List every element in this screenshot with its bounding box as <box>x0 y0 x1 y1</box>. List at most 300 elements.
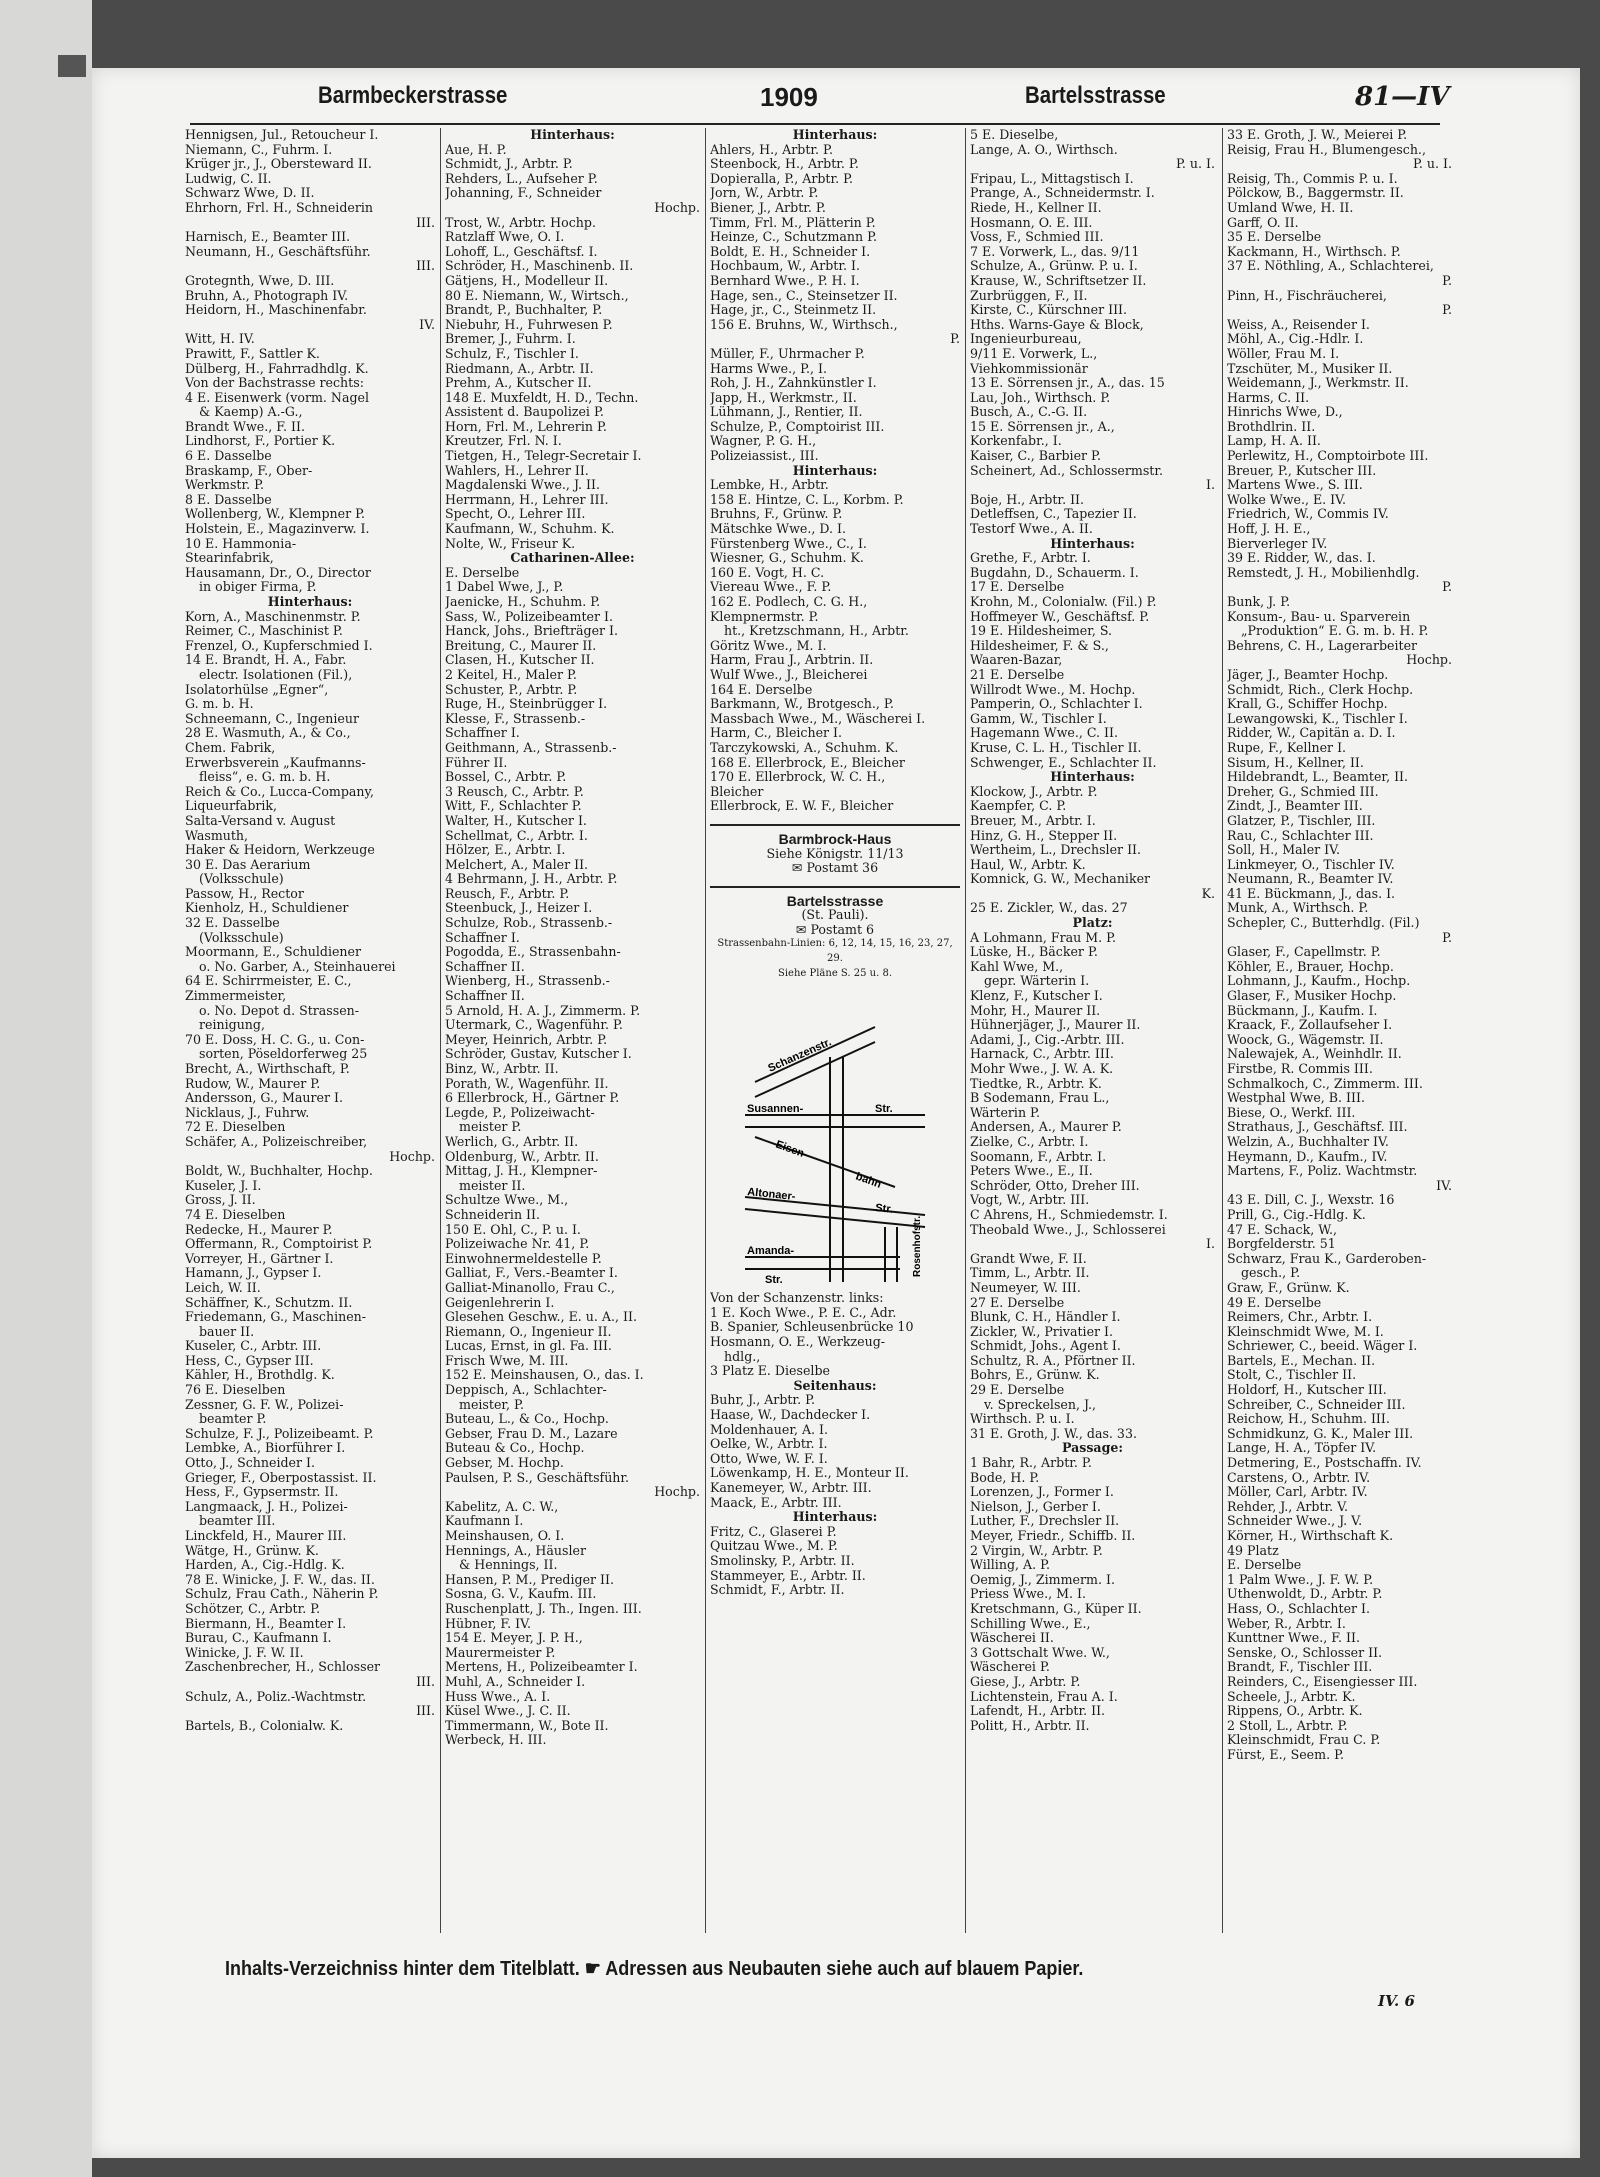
directory-entry: Hinterhaus: <box>530 128 615 142</box>
directory-entry: Assistent d. Baupolizei P. <box>445 405 604 420</box>
bartels-notice <box>710 886 960 982</box>
directory-entry: Hinrichs Wwe, D., <box>1227 405 1343 420</box>
directory-entry: Klesse, F., Strassenb.- <box>445 711 586 726</box>
directory-entry: Hochp. <box>1406 653 1452 668</box>
directory-entry: 31 E. Groth, J. W., das. 33. <box>970 1426 1137 1441</box>
directory-entry: Witt, H. IV. <box>185 332 255 347</box>
directory-entry: Adami, J., Cig.-Arbtr. III. <box>970 1032 1125 1047</box>
directory-entry: Reinders, C., Eisengiesser III. <box>1227 1674 1418 1689</box>
directory-entry: Lohmann, J., Kaufm., Hochp. <box>1227 974 1411 989</box>
directory-entry: Niemann, C., Fuhrm. I. <box>185 142 333 157</box>
directory-entry: Schmalkoch, C., Zimmerm. III. <box>1227 1076 1423 1091</box>
directory-entry: Hage, sen., C., Steinsetzer II. <box>710 288 898 303</box>
directory-entry: Schaffner I. <box>445 930 520 945</box>
directory-entry: 10 E. Hammonia- <box>185 536 297 551</box>
directory-entry: Weiss, A., Reisender I. <box>1227 317 1370 332</box>
directory-entry: Hths. Warns-Gaye & Block, <box>970 317 1144 332</box>
directory-entry: Paulsen, P. S., Geschäftsführ. <box>445 1470 630 1485</box>
directory-entry: Japp, H., Werkmstr., II. <box>710 390 857 405</box>
directory-entry: Schäffner, K., Schutzm. II. <box>185 1295 353 1310</box>
directory-entry: Andersen, A., Maurer P. <box>970 1120 1122 1135</box>
directory-entry: Bartels, E., Mechan. II. <box>1227 1353 1376 1368</box>
directory-entry: Stolt, C., Tischler II. <box>1227 1368 1357 1383</box>
directory-entry: Frenzel, O., Kupferschmied I. <box>185 638 373 653</box>
directory-entry: Hinterhaus: <box>792 128 878 142</box>
directory-entry: Neumann, R., Beamter IV. <box>1227 872 1394 887</box>
directory-entry: Pamperin, O., Schlachter I. <box>970 697 1143 712</box>
directory-entry: Schulze, A., Grünw. P. u. I. <box>970 259 1138 274</box>
directory-entry: Zindt, J., Beamter III. <box>1227 799 1363 814</box>
directory-entry: Einwohnermeldestelle P. <box>445 1251 602 1266</box>
directory-entry: 162 E. Podlech, C. G. H., <box>710 595 868 609</box>
directory-entry: Lafendt, H., Arbtr. II. <box>970 1704 1106 1719</box>
scan-margin <box>0 0 92 2177</box>
directory-entry: Hosmann, O. E., Werkzeug- <box>710 1335 886 1350</box>
map-label: Str. <box>765 1274 783 1287</box>
directory-entry: Hausamann, Dr., O., Director <box>185 565 371 580</box>
directory-entry: Hildesheimer, F. & S., <box>970 638 1109 653</box>
directory-entry: Lange, A. O., Wirthsch. <box>970 142 1118 157</box>
directory-entry: Harden, A., Cig.-Hdlg. K. <box>185 1558 345 1573</box>
directory-entry: Wienberg, H., Strassenb.- <box>445 974 610 989</box>
directory-entry: Munk, A., Wirthsch. P. <box>1227 901 1369 916</box>
column-5 <box>1222 128 1452 1933</box>
directory-entry: Bode, H. P. <box>970 1470 1040 1485</box>
directory-entry: Ahlers, H., Arbtr. P. <box>710 142 833 157</box>
street-map <box>725 987 945 1287</box>
directory-entry: Weber, R., Arbtr. I. <box>1227 1616 1346 1631</box>
directory-entry: 4 E. Eisenwerk (vorm. Nagel <box>185 390 369 405</box>
directory-entry: 2 Keitel, H., Maler P. <box>445 667 577 682</box>
barmbrock-post: ✉ Postamt 36 <box>791 860 879 876</box>
directory-entry: Schmidt, Johs., Agent I. <box>970 1339 1121 1354</box>
directory-entry: Zickler, W., Privatier I. <box>970 1324 1114 1339</box>
directory-entry: 152 E. Meinshausen, O., das. I. <box>445 1368 644 1383</box>
directory-entry: Senske, O., Schlosser II. <box>1227 1645 1383 1660</box>
directory-entry: Schäfer, A., Polizeischreiber, <box>185 1134 368 1149</box>
directory-entry: Breuer, M., Arbtr. I. <box>970 813 1096 828</box>
directory-entry: Offermann, R., Comptoirist P. <box>185 1237 373 1252</box>
directory-entry: Johanning, F., Schneider <box>445 186 602 201</box>
directory-entry: Schaffner I. <box>445 726 520 741</box>
directory-entry: Hess, C., Gypser III. <box>185 1353 314 1368</box>
directory-entry: Kuseler, C., Arbtr. III. <box>185 1339 322 1354</box>
directory-entry: Riemann, O., Ingenieur II. <box>445 1324 612 1339</box>
directory-entry: Moldenhauer, A. I. <box>710 1422 829 1437</box>
map-label: Str. <box>875 1103 893 1116</box>
directory-entry: Kackmann, H., Wirthsch. P. <box>1227 244 1401 259</box>
directory-entry: Breuer, P., Kutscher III. <box>1227 463 1377 478</box>
header-street-right: Bartelsstrasse <box>1025 82 1166 109</box>
column-1 <box>185 128 435 1933</box>
directory-entry: 154 E. Meyer, J. P. H., <box>445 1631 583 1646</box>
directory-entry: I. <box>1206 478 1215 493</box>
directory-entry: 1 Dabel Wwe, J., P. <box>445 580 564 595</box>
directory-entry: 27 E. Derselbe <box>970 1295 1065 1310</box>
directory-entry: Bartels, B., Colonialw. K. <box>185 1718 344 1733</box>
directory-entry: Hinterhaus: <box>1050 770 1135 785</box>
directory-entry: Brandt, P., Buchhalter, P. <box>445 303 603 318</box>
directory-entry: Kaempfer, C. P. <box>970 799 1067 814</box>
directory-entry: 5 E. Dieselbe, <box>970 128 1059 142</box>
directory-entry: Schuster, P., Arbtr. P. <box>445 682 578 697</box>
directory-entry: Kaufmann I. <box>445 1514 524 1529</box>
directory-entry: Glaser, F., Capellmstr. P. <box>1227 945 1381 960</box>
directory-entry: 170 E. Ellerbrock, W. C. H., <box>710 770 886 785</box>
directory-entry: Mohr Wwe., J. W. A. K. <box>970 1062 1114 1076</box>
directory-entry: fleiss“, e. G. m. b. H. <box>199 770 331 785</box>
directory-entry: Harnack, C., Arbtr. III. <box>970 1047 1114 1062</box>
directory-entry: Linkmeyer, O., Tischler IV. <box>1227 857 1395 872</box>
directory-entry: Fripau, L., Mittagstisch I. <box>970 171 1134 186</box>
directory-entry: Massbach Wwe., M., Wäscherei I. <box>710 711 926 726</box>
directory-entry: 3 Gottschalt Wwe. W., <box>970 1645 1110 1660</box>
directory-entry: Dopieralla, P., Arbtr. P. <box>710 171 854 186</box>
directory-entry: Deppisch, A., Schlachter- <box>445 1383 607 1398</box>
directory-entry: 28 E. Wasmuth, A., & Co., <box>185 726 351 741</box>
directory-entry: 17 E. Derselbe <box>970 580 1065 595</box>
directory-entry: Wasmuth, <box>185 828 249 843</box>
directory-entry: Prill, G., Cig.-Hdlg. K. <box>1227 1207 1366 1222</box>
directory-entry: 32 E. Dasselbe <box>185 916 280 931</box>
directory-entry: Liqueurfabrik, <box>185 799 278 814</box>
directory-entry: Bernhard Wwe., P. H. I. <box>710 273 860 288</box>
directory-entry: beamter III. <box>199 1514 276 1529</box>
directory-entry: Wöller, Frau M. I. <box>1227 346 1340 361</box>
directory-entry: Tzschüter, M., Musiker II. <box>1227 361 1393 376</box>
directory-entry: Catharinen-Allee: <box>510 551 635 566</box>
directory-entry: Rehders, L., Aufseher P. <box>445 171 598 186</box>
directory-entry: gepr. Wärterin I. <box>984 974 1090 989</box>
directory-entry: Brandt Wwe., F. II. <box>185 419 305 434</box>
column-4 <box>965 128 1215 1933</box>
directory-entry: Willrodt Wwe., M. Hochp. <box>970 682 1136 697</box>
directory-entry: Lembke, A., Biorführer I. <box>185 1441 346 1456</box>
directory-entry: Prehm, A., Kutscher II. <box>445 376 592 391</box>
directory-entry: Wärterin P. <box>970 1105 1040 1120</box>
directory-entry: Harms Wwe., P., I. <box>710 361 828 376</box>
directory-entry: Kruse, C. L. H., Tischler II. <box>970 740 1142 755</box>
directory-entry: Mittag, J. H., Klempner- <box>445 1164 598 1179</box>
directory-entry: Hoff, J. H. E., <box>1227 522 1311 537</box>
directory-entry: meister P. <box>459 1120 522 1135</box>
directory-entry: Brandt, F., Tischler III. <box>1227 1660 1373 1675</box>
header-rule <box>190 123 1440 125</box>
directory-entry: Hochp. <box>654 1485 700 1500</box>
directory-entry: Müller, F., Uhrmacher P. <box>710 346 865 361</box>
directory-entry: Schröder, Gustav, Kutscher I. <box>445 1047 632 1062</box>
directory-entry: Westphal Wwe, B. III. <box>1227 1091 1365 1106</box>
directory-entry: Klockow, J., Arbtr. P. <box>970 784 1098 799</box>
directory-entry: Remstedt, J. H., Mobilienhdlg. <box>1227 565 1420 580</box>
directory-entry: Küsel Wwe., J. C. II. <box>445 1704 571 1719</box>
directory-entry: Borgfelderstr. 51 <box>1227 1237 1336 1252</box>
map-label: Susannen- <box>747 1103 804 1116</box>
directory-entry: Reichow, H., Schuhm. III. <box>1227 1412 1390 1427</box>
directory-entry: Krüger jr., J., Obersteward II. <box>185 157 372 172</box>
directory-entry: Kienholz, H., Schuldiener <box>185 901 349 916</box>
directory-entry: III. <box>416 1704 435 1719</box>
directory-entry: ht., Kretzschmann, H., Arbtr. <box>724 624 909 639</box>
directory-entry: Redecke, H., Maurer P. <box>185 1222 333 1237</box>
envelope-icon: ✉ <box>791 860 807 876</box>
header-year: 1909 <box>760 82 818 112</box>
directory-entry: Salta-Versand v. August <box>185 813 336 828</box>
directory-entry: Welzin, A., Buchhalter IV. <box>1227 1134 1389 1149</box>
directory-entry: v. Spreckelsen, J., <box>984 1397 1097 1412</box>
directory-entry: Reimers, Chr., Arbtr. I. <box>1227 1310 1373 1325</box>
directory-entry: Dreher, G., Schmied III. <box>1227 784 1379 799</box>
directory-entry: Wertheim, L., Drechsler II. <box>970 843 1142 858</box>
directory-entry: Isolatorhülse „Egner“, <box>185 682 329 697</box>
directory-entry: Uthenwoldt, D., Arbtr. P. <box>1227 1587 1383 1602</box>
directory-entry: Dülberg, H., Fahrradhdlg. K. <box>185 361 369 376</box>
directory-entry: Horn, Frl. M., Lehrerin P. <box>445 419 607 434</box>
directory-entry: 47 E. Schack, W., <box>1227 1222 1337 1237</box>
directory-entry: Pinn, H., Fischräucherei, <box>1227 288 1387 303</box>
directory-entry: Hochp. <box>654 200 700 215</box>
directory-entry: Detleffsen, C., Tapezier II. <box>970 507 1137 522</box>
directory-entry: Reimer, C., Maschinist P. <box>185 624 343 639</box>
directory-entry: meister, P. <box>459 1397 524 1412</box>
directory-entry: Wäscherei P. <box>970 1660 1050 1675</box>
directory-entry: 6 Ellerbrock, H., Gärtner P. <box>445 1091 620 1106</box>
bartels-sub: (St. Pauli). <box>801 907 869 923</box>
directory-entry: beamter P. <box>199 1412 267 1427</box>
directory-entry: Lamp, H. A. II. <box>1227 434 1321 449</box>
directory-entry: Soll, H., Maler IV. <box>1227 843 1341 858</box>
directory-entry: 41 E. Bückmann, J., das. I. <box>1227 886 1396 901</box>
directory-entry: Schneiderin II. <box>445 1207 541 1222</box>
directory-entry: IV. <box>419 317 435 332</box>
directory-entry: Sosna, G. V., Kaufm. III. <box>445 1587 597 1602</box>
directory-entry: Schwarz, Frau K., Garderoben- <box>1227 1251 1427 1266</box>
directory-entry: Wirthsch. P. u. I. <box>970 1412 1075 1427</box>
directory-entry: Timm, L., Arbtr. II. <box>970 1266 1090 1281</box>
directory-entry: Theobald Wwe., J., Schlosserei <box>970 1222 1166 1237</box>
map-label: Eisen- <box>773 1138 810 1162</box>
directory-entry: Bierverleger IV. <box>1227 536 1328 551</box>
directory-entry: Glesehen Geschw., E. u. A., II. <box>445 1310 637 1325</box>
directory-entry: Zaschenbrecher, H., Schlosser <box>185 1660 381 1675</box>
directory-entry: Brothdlrin. II. <box>1227 419 1316 434</box>
directory-entry: Linckfeld, H., Maurer III. <box>185 1529 347 1543</box>
directory-entry: Waaren-Bazar, <box>970 653 1063 668</box>
directory-entry: 49 E. Derselbe <box>1227 1295 1322 1310</box>
directory-entry: Meyer, Heinrich, Arbtr. P. <box>445 1032 608 1047</box>
directory-entry: Boldt, W., Buchhalter, Hochp. <box>185 1164 373 1179</box>
directory-entry: Schwenger, E., Schlachter II. <box>970 755 1157 770</box>
directory-entry: Heinze, C., Schutzmann P. <box>710 230 878 245</box>
directory-entry: 3 Reusch, C., Arbtr. P. <box>445 784 584 799</box>
directory-entry: Ellerbrock, E. W. F., Bleicher <box>710 799 894 814</box>
directory-entry: Geigenlehrerin I. <box>445 1295 555 1310</box>
directory-entry: P. u. I. <box>1412 157 1452 172</box>
map-label: Altonaer- <box>746 1186 796 1204</box>
directory-entry: Biermann, H., Beamter I. <box>185 1616 347 1631</box>
directory-entry: Wäscherei II. <box>970 1631 1054 1646</box>
directory-entry: Bohrs, E., Grünw. K. <box>970 1368 1100 1383</box>
directory-entry: 1 E. Koch Wwe., P. E. C., Adr. <box>710 1305 897 1320</box>
directory-entry: Wulf Wwe., J., Bleicherei <box>710 667 868 682</box>
directory-entry: Rupe, F., Kellner I. <box>1227 740 1347 755</box>
directory-entry: Aue, H. P. <box>445 142 507 157</box>
directory-entry: 4 Behrmann, J. H., Arbtr. P. <box>445 872 618 887</box>
directory-entry: Nicklaus, J., Fuhrw. <box>185 1105 310 1120</box>
directory-entry: 164 E. Derselbe <box>710 682 813 697</box>
directory-entry: Tarczykowski, A., Schuhm. K. <box>710 740 899 755</box>
directory-entry: Platz: <box>1072 916 1113 931</box>
directory-entry: Bremer, J., Fuhrm. I. <box>445 332 576 347</box>
directory-entry: 2 Virgin, W., Arbtr. P. <box>970 1543 1103 1558</box>
directory-entry: Kaiser, C., Barbier P. <box>970 449 1101 464</box>
directory-entry: Legde, P., Polizeiwacht- <box>445 1105 595 1120</box>
directory-entry: 76 E. Dieselben <box>185 1383 286 1398</box>
directory-entry: Erwerbsverein „Kaufmanns- <box>185 755 366 770</box>
directory-entry: Gamm, W., Tischler I. <box>970 711 1107 726</box>
directory-entry: Moormann, E., Schuldiener <box>185 945 362 960</box>
directory-entry: Kabelitz, A. C. W., <box>445 1499 559 1514</box>
directory-entry: Holdorf, H., Kutscher III. <box>1227 1383 1387 1398</box>
directory-entry: Braskamp, F., Ober- <box>185 463 313 478</box>
directory-entry: Stammeyer, E., Arbtr. II. <box>710 1568 866 1583</box>
directory-entry: Hess, F., Gypsermstr. II. <box>185 1485 339 1500</box>
directory-entry: Werkmstr. P. <box>185 478 265 493</box>
directory-entry: Roh, J. H., Zahnkünstler I. <box>710 376 877 391</box>
directory-entry: 78 E. Winicke, J. F. W., das. II. <box>185 1572 375 1587</box>
directory-entry: P. <box>1442 580 1452 595</box>
directory-entry: Meyer, Friedr., Schiffb. II. <box>970 1529 1136 1543</box>
directory-entry: Frisch Wwe, M. III. <box>445 1353 569 1368</box>
directory-entry: Fritz, C., Glaserei P. <box>710 1524 837 1539</box>
directory-entry: Harm, C., Bleicher I. <box>710 726 843 741</box>
directory-entry: Seitenhaus: <box>793 1378 877 1393</box>
directory-entry: Göritz Wwe., M. I. <box>710 638 827 653</box>
directory-entry: 19 E. Hildesheimer, S. <box>970 624 1113 639</box>
directory-entry: Von der Schanzenstr. links: <box>710 1291 884 1306</box>
directory-entry: sorten, Pöseldorferweg 25 <box>199 1047 368 1062</box>
directory-entry: Hinterhaus: <box>792 463 878 478</box>
directory-entry: Klenz, F., Kutscher I. <box>970 989 1103 1004</box>
barmbrock-ref: Siehe Königstr. 11/13 <box>766 845 904 861</box>
directory-entry: Detmering, E., Postschaffn. IV. <box>1227 1456 1422 1471</box>
directory-entry: Timmermann, W., Bote II. <box>445 1718 609 1733</box>
directory-entry: Lewangowski, K., Tischler I. <box>1227 711 1408 726</box>
directory-entry: Carstens, O., Arbtr. IV. <box>1227 1470 1371 1485</box>
directory-entry: Ludwig, C. II. <box>185 171 272 186</box>
directory-entry: Gätjens, H., Modelleur II. <box>445 273 609 288</box>
directory-entry: G. m. b. H. <box>185 697 254 712</box>
directory-entry: Schröder, H., Maschinenb. II. <box>445 259 634 274</box>
directory-entry: Hinterhaus: <box>267 595 353 609</box>
directory-entry: A Lohmann, Frau M. P. <box>970 930 1117 945</box>
directory-entry: Glatzer, P., Tischler, III. <box>1227 813 1376 828</box>
directory-entry: Schultze Wwe., M., <box>445 1193 569 1208</box>
directory-entry: Perlewitz, H., Comptoirbote III. <box>1227 449 1429 464</box>
directory-entry: Luther, F., Drechsler II. <box>970 1514 1120 1529</box>
directory-entry: Scheinert, Ad., Schlossermstr. <box>970 463 1163 478</box>
directory-entry: Schultz, R. A., Pförtner II. <box>970 1353 1136 1368</box>
directory-entry: Grotegnth, Wwe, D. III. <box>185 273 335 288</box>
directory-entry: Timm, Frl. M., Plätterin P. <box>710 215 876 230</box>
directory-entry: III. <box>416 1674 435 1689</box>
directory-entry: Kraack, F., Zollaufseher I. <box>1227 1018 1393 1033</box>
directory-entry: Muhl, A., Schneider I. <box>445 1674 586 1689</box>
directory-entry: Reisig, Th., Commis P. u. I. <box>1227 171 1398 186</box>
directory-entry: Konsum-, Bau- u. Sparverein <box>1227 609 1411 624</box>
directory-entry: Mätschke Wwe., D. I. <box>710 522 846 537</box>
directory-entry: Reisig, Frau H., Blumengesch., <box>1227 142 1426 157</box>
directory-entry: Polizeiassist., III. <box>710 449 819 464</box>
directory-entry: Strathaus, J., Geschäftsf. III. <box>1227 1120 1408 1135</box>
directory-entry: Maack, E., Arbtr. III. <box>710 1495 842 1510</box>
scan-mark <box>58 55 86 77</box>
directory-entry: 72 E. Dieselben <box>185 1120 286 1135</box>
directory-entry: Willing, A. P. <box>970 1558 1051 1573</box>
directory-entry: Gebser, M. Hochp. <box>445 1456 564 1471</box>
directory-entry: Wätge, H., Grünw. K. <box>185 1543 319 1558</box>
directory-entry: I. <box>1206 1237 1215 1252</box>
directory-entry: 74 E. Dieselben <box>185 1207 286 1222</box>
directory-entry: Werbeck, H. III. <box>445 1733 547 1748</box>
directory-entry: Hühnerjäger, J., Maurer II. <box>970 1018 1141 1033</box>
directory-entry: „Produktion“ E. G. m. b. H. P. <box>1241 624 1429 639</box>
directory-entry: Priess Wwe., M. I. <box>970 1587 1086 1602</box>
directory-entry: Grieger, F., Oberpostassist. II. <box>185 1470 377 1485</box>
directory-entry: Weidemann, J., Werkmstr. II. <box>1227 376 1409 391</box>
directory-entry: Steenbuck, J., Heizer I. <box>445 901 593 916</box>
directory-entry: Chem. Fabrik, <box>185 740 276 755</box>
directory-entry: Nolte, W., Friseur K. <box>445 536 576 551</box>
directory-entry: Boje, H., Arbtr. II. <box>970 492 1085 507</box>
directory-entry: Sass, W., Polizeibeamter I. <box>445 609 614 624</box>
directory-entry: 150 E. Ohl, C., P. u. I. <box>445 1222 581 1237</box>
directory-entry: III. <box>416 215 435 230</box>
envelope-icon: ✉ <box>795 921 811 937</box>
directory-entry: Kuseler, J. I. <box>185 1178 262 1193</box>
directory-entry: (Volksschule) <box>199 872 284 887</box>
directory-entry: Grethe, F., Arbtr. I. <box>970 551 1091 566</box>
directory-entry: IV. <box>1436 1178 1452 1193</box>
header-page-number: 81—IV <box>1355 82 1450 112</box>
directory-entry: Wahlers, H., Lehrer II. <box>445 463 589 478</box>
directory-entry: Leich, W. II. <box>185 1280 261 1295</box>
directory-entry: Ridder, W., Capitän a. D. I. <box>1227 726 1396 741</box>
directory-entry: in obiger Firma, P. <box>199 580 317 595</box>
directory-entry: Buhr, J., Arbtr. P. <box>710 1393 816 1408</box>
directory-entry: Wiesner, G., Schuhm. K. <box>710 551 864 566</box>
directory-entry: Riedmann, A., Arbtr. II. <box>445 361 594 376</box>
directory-entry: Klempnermstr. P. <box>710 609 819 624</box>
directory-entry: Hennigsen, Jul., Retoucheur I. <box>185 128 379 142</box>
directory-entry: Hennings, A., Häusler <box>445 1543 586 1558</box>
directory-entry: Reich & Co., Lucca-Company, <box>185 784 374 799</box>
directory-entry: Krause, W., Schriftsetzer II. <box>970 273 1147 288</box>
directory-entry: Ruschenplatt, J. Th., Ingen. III. <box>445 1601 642 1616</box>
directory-entry: Schmidt, Rich., Clerk Hochp. <box>1227 682 1414 697</box>
directory-entry: Behrens, C. H., Lagerarbeiter <box>1227 638 1418 653</box>
directory-entry: meister II. <box>459 1178 526 1193</box>
directory-entry: Boldt, E. H., Schneider I. <box>710 244 871 259</box>
directory-entry: Schulze, Rob., Strassenb.- <box>445 916 613 931</box>
directory-entry: Lüske, H., Bäcker P. <box>970 945 1098 960</box>
directory-entry: 8 E. Dasselbe <box>185 492 272 507</box>
directory-entry: Passow, H., Rector <box>185 886 304 901</box>
column-2 <box>440 128 700 1933</box>
directory-entry: Kähler, H., Brothdlg. K. <box>185 1368 335 1383</box>
directory-entry: Haul, W., Arbtr. K. <box>970 857 1086 872</box>
directory-entry: Giese, J., Arbtr. P. <box>970 1674 1081 1689</box>
